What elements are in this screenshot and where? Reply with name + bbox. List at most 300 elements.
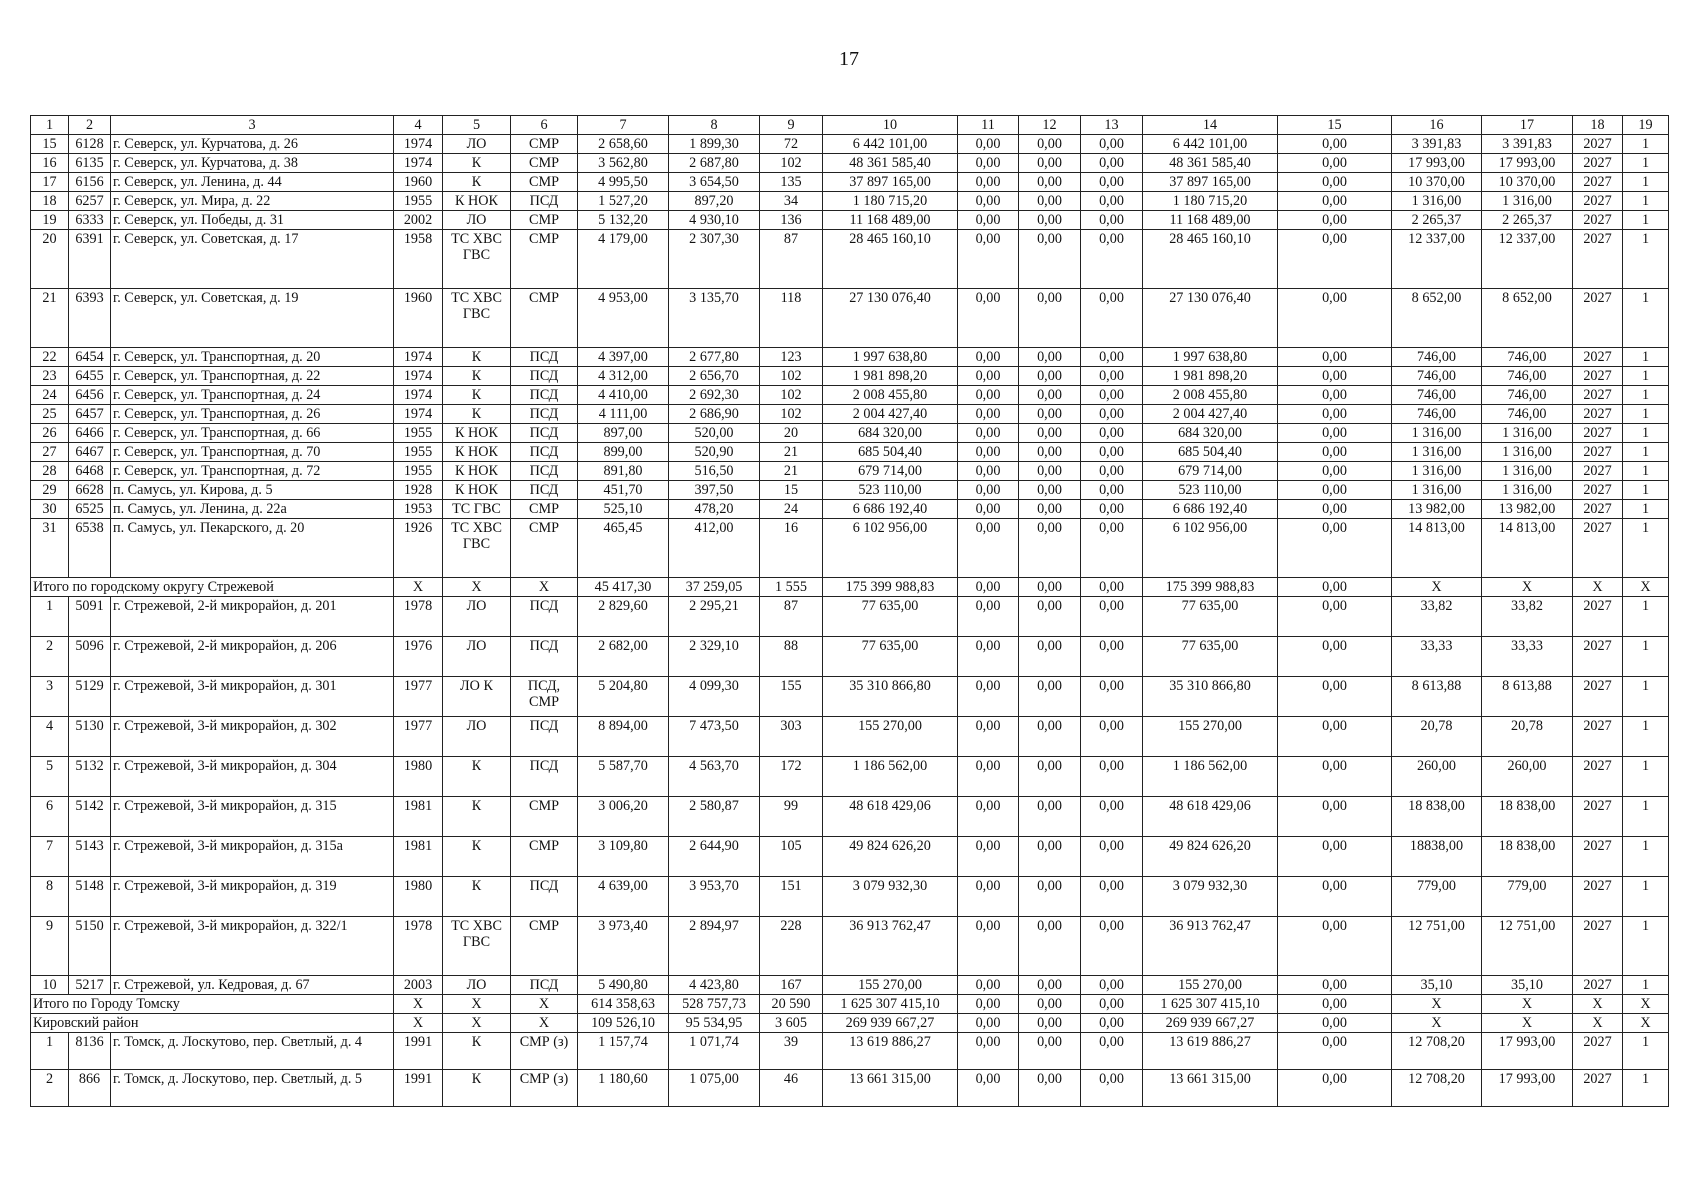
cell-col-19: 1 xyxy=(1623,289,1669,348)
cell-total-area: 3 973,40 xyxy=(578,917,669,976)
cell-cost-14: 49 824 626,20 xyxy=(1143,837,1278,877)
cell-col-19: 1 xyxy=(1623,677,1669,717)
cell-total-cost: 48 618 429,06 xyxy=(823,797,958,837)
cell-col-19: 1 xyxy=(1623,797,1669,837)
cell-living-area: 4 930,10 xyxy=(669,211,760,230)
cell-residents: 105 xyxy=(760,837,823,877)
cell-year-built: 1974 xyxy=(394,405,443,424)
cell-cost-12: 0,00 xyxy=(1019,424,1081,443)
cell-work-stage: СМР xyxy=(511,230,578,289)
cell-plan-year: 2027 xyxy=(1573,1033,1623,1070)
cell-living-area: 2 686,90 xyxy=(669,405,760,424)
cell-house-id: 6128 xyxy=(69,135,111,154)
cell-max-unit-cost: 17 993,00 xyxy=(1482,1033,1573,1070)
cell-total-area: 1 527,20 xyxy=(578,192,669,211)
cell-cost-11: 0,00 xyxy=(958,677,1019,717)
cell-work-stage: СМР xyxy=(511,211,578,230)
summary-cell-total-cost: 175 399 988,83 xyxy=(823,578,958,597)
cell-plan-year: 2027 xyxy=(1573,677,1623,717)
cell-work-stage: СМР xyxy=(511,837,578,877)
cell-address: г. Стрежевой, 3-й микрорайон, д. 315а xyxy=(111,837,394,877)
cell-address: г. Стрежевой, ул. Кедровая, д. 67 xyxy=(111,976,394,995)
cell-residents: 135 xyxy=(760,173,823,192)
cell-house-id: 5143 xyxy=(69,837,111,877)
table-row xyxy=(31,462,1669,481)
cell-cost-13: 0,00 xyxy=(1081,135,1143,154)
summary-cell-plan-year: Х xyxy=(1573,578,1623,597)
cell-cost-14: 35 310 866,80 xyxy=(1143,677,1278,717)
summary-cell-cost-14: 1 625 307 415,10 xyxy=(1143,995,1278,1014)
cell-cost-13: 0,00 xyxy=(1081,597,1143,637)
cell-address: п. Самусь, ул. Кирова, д. 5 xyxy=(111,481,394,500)
summary-cell-col-19: Х xyxy=(1623,995,1669,1014)
cell-cost-13: 0,00 xyxy=(1081,1033,1143,1070)
cell-house-id: 6135 xyxy=(69,154,111,173)
cell-row-no: 4 xyxy=(31,717,69,757)
cell-residents: 172 xyxy=(760,757,823,797)
cell-cost-13: 0,00 xyxy=(1081,443,1143,462)
cell-total-area: 5 490,80 xyxy=(578,976,669,995)
cell-unit-cost: 35,10 xyxy=(1392,976,1482,995)
table-row xyxy=(31,424,1669,443)
cell-work-stage: ПСД xyxy=(511,405,578,424)
column-number-cell: 2 xyxy=(69,116,111,135)
cell-address: г. Томск, д. Лоскутово, пер. Светлый, д. 4 xyxy=(111,1033,394,1070)
cell-work-stage: СМР xyxy=(511,500,578,519)
cell-col-19: 1 xyxy=(1623,500,1669,519)
cell-row-no: 8 xyxy=(31,877,69,917)
cell-living-area: 7 473,50 xyxy=(669,717,760,757)
cell-work-types: К xyxy=(443,405,511,424)
cell-total-cost: 1 180 715,20 xyxy=(823,192,958,211)
cell-total-cost: 3 079 932,30 xyxy=(823,877,958,917)
cell-work-stage: ПСД xyxy=(511,192,578,211)
cell-col-19: 1 xyxy=(1623,192,1669,211)
cell-unit-cost: 779,00 xyxy=(1392,877,1482,917)
cell-plan-year: 2027 xyxy=(1573,976,1623,995)
cell-address: г. Стрежевой, 3-й микрорайон, д. 322/1 xyxy=(111,917,394,976)
cell-plan-year: 2027 xyxy=(1573,154,1623,173)
cell-cost-12: 0,00 xyxy=(1019,367,1081,386)
table-row xyxy=(31,289,1669,348)
cell-year-built: 1978 xyxy=(394,917,443,976)
cell-work-stage: ПСД, СМР xyxy=(511,677,578,717)
cell-row-no: 2 xyxy=(31,1070,69,1107)
cell-unit-cost: 746,00 xyxy=(1392,348,1482,367)
cell-cost-12: 0,00 xyxy=(1019,481,1081,500)
cell-cost-12: 0,00 xyxy=(1019,386,1081,405)
cell-cost-13: 0,00 xyxy=(1081,289,1143,348)
cell-year-built: 1955 xyxy=(394,462,443,481)
column-number-cell: 16 xyxy=(1392,116,1482,135)
cell-col-19: 1 xyxy=(1623,348,1669,367)
cell-cost-15: 0,00 xyxy=(1278,1070,1392,1107)
cell-year-built: 1926 xyxy=(394,519,443,578)
cell-year-built: 1955 xyxy=(394,192,443,211)
cell-total-area: 4 410,00 xyxy=(578,386,669,405)
cell-total-area: 1 157,74 xyxy=(578,1033,669,1070)
cell-address: г. Северск, ул. Транспортная, д. 72 xyxy=(111,462,394,481)
cell-cost-15: 0,00 xyxy=(1278,135,1392,154)
cell-address: г. Северск, ул. Ленина, д. 44 xyxy=(111,173,394,192)
cell-cost-15: 0,00 xyxy=(1278,405,1392,424)
cell-residents: 155 xyxy=(760,677,823,717)
cell-address: г. Северск, ул. Транспортная, д. 66 xyxy=(111,424,394,443)
column-number-cell: 7 xyxy=(578,116,669,135)
cell-max-unit-cost: 33,82 xyxy=(1482,597,1573,637)
cell-house-id: 5091 xyxy=(69,597,111,637)
cell-living-area: 897,20 xyxy=(669,192,760,211)
cell-address: г. Стрежевой, 3-й микрорайон, д. 301 xyxy=(111,677,394,717)
cell-unit-cost: 18838,00 xyxy=(1392,837,1482,877)
summary-label: Итого по городскому округу Стрежевой xyxy=(31,578,394,597)
cell-work-types: ТС ХВС ГВС xyxy=(443,917,511,976)
column-number-cell: 13 xyxy=(1081,116,1143,135)
cell-work-types: ТС ХВС ГВС xyxy=(443,519,511,578)
cell-residents: 102 xyxy=(760,386,823,405)
cell-residents: 87 xyxy=(760,597,823,637)
cell-max-unit-cost: 35,10 xyxy=(1482,976,1573,995)
cell-cost-11: 0,00 xyxy=(958,424,1019,443)
cell-plan-year: 2027 xyxy=(1573,192,1623,211)
cell-row-no: 29 xyxy=(31,481,69,500)
cell-unit-cost: 33,82 xyxy=(1392,597,1482,637)
cell-work-types: К НОК xyxy=(443,443,511,462)
cell-year-built: 1991 xyxy=(394,1033,443,1070)
cell-total-cost: 27 130 076,40 xyxy=(823,289,958,348)
cell-plan-year: 2027 xyxy=(1573,386,1623,405)
cell-cost-11: 0,00 xyxy=(958,637,1019,677)
cell-total-area: 525,10 xyxy=(578,500,669,519)
table-row xyxy=(31,443,1669,462)
summary-cell-total-area: 109 526,10 xyxy=(578,1014,669,1033)
cell-cost-13: 0,00 xyxy=(1081,230,1143,289)
cell-residents: 151 xyxy=(760,877,823,917)
cell-total-area: 899,00 xyxy=(578,443,669,462)
cell-work-stage: СМР xyxy=(511,917,578,976)
cell-house-id: 6455 xyxy=(69,367,111,386)
cell-cost-11: 0,00 xyxy=(958,500,1019,519)
cell-cost-15: 0,00 xyxy=(1278,386,1392,405)
cell-total-cost: 1 981 898,20 xyxy=(823,367,958,386)
summary-row xyxy=(31,1014,1669,1033)
cell-year-built: 1974 xyxy=(394,386,443,405)
cell-cost-12: 0,00 xyxy=(1019,135,1081,154)
cell-max-unit-cost: 3 391,83 xyxy=(1482,135,1573,154)
cell-plan-year: 2027 xyxy=(1573,519,1623,578)
cell-cost-15: 0,00 xyxy=(1278,519,1392,578)
cell-col-19: 1 xyxy=(1623,135,1669,154)
table-row xyxy=(31,500,1669,519)
cell-cost-13: 0,00 xyxy=(1081,1070,1143,1107)
cell-cost-14: 13 661 315,00 xyxy=(1143,1070,1278,1107)
cell-unit-cost: 1 316,00 xyxy=(1392,192,1482,211)
cell-max-unit-cost: 8 652,00 xyxy=(1482,289,1573,348)
column-number-cell: 19 xyxy=(1623,116,1669,135)
cell-cost-12: 0,00 xyxy=(1019,597,1081,637)
summary-cell-work-stage: Х xyxy=(511,578,578,597)
cell-cost-12: 0,00 xyxy=(1019,443,1081,462)
summary-cell-plan-year: Х xyxy=(1573,1014,1623,1033)
cell-house-id: 8136 xyxy=(69,1033,111,1070)
cell-unit-cost: 8 613,88 xyxy=(1392,677,1482,717)
cell-year-built: 1980 xyxy=(394,757,443,797)
cell-cost-15: 0,00 xyxy=(1278,1033,1392,1070)
cell-cost-14: 6 686 192,40 xyxy=(1143,500,1278,519)
cell-total-cost: 684 320,00 xyxy=(823,424,958,443)
cell-col-19: 1 xyxy=(1623,637,1669,677)
cell-unit-cost: 1 316,00 xyxy=(1392,443,1482,462)
column-number-cell: 14 xyxy=(1143,116,1278,135)
cell-living-area: 3 953,70 xyxy=(669,877,760,917)
summary-cell-max-unit-cost: Х xyxy=(1482,578,1573,597)
cell-cost-14: 1 180 715,20 xyxy=(1143,192,1278,211)
cell-cost-11: 0,00 xyxy=(958,481,1019,500)
cell-living-area: 2 692,30 xyxy=(669,386,760,405)
capital-repair-register-table xyxy=(30,115,1669,1107)
summary-cell-cost-11: 0,00 xyxy=(958,995,1019,1014)
cell-row-no: 7 xyxy=(31,837,69,877)
cell-work-stage: СМР xyxy=(511,154,578,173)
cell-cost-14: 6 102 956,00 xyxy=(1143,519,1278,578)
cell-total-area: 4 397,00 xyxy=(578,348,669,367)
cell-cost-15: 0,00 xyxy=(1278,462,1392,481)
cell-cost-13: 0,00 xyxy=(1081,405,1143,424)
column-number-row xyxy=(31,116,1669,135)
column-number-cell: 8 xyxy=(669,116,760,135)
cell-cost-14: 36 913 762,47 xyxy=(1143,917,1278,976)
cell-cost-11: 0,00 xyxy=(958,192,1019,211)
cell-residents: 118 xyxy=(760,289,823,348)
cell-total-area: 3 109,80 xyxy=(578,837,669,877)
cell-work-types: К НОК xyxy=(443,462,511,481)
cell-unit-cost: 12 708,20 xyxy=(1392,1070,1482,1107)
cell-plan-year: 2027 xyxy=(1573,481,1623,500)
cell-cost-15: 0,00 xyxy=(1278,154,1392,173)
cell-cost-12: 0,00 xyxy=(1019,230,1081,289)
cell-cost-14: 77 635,00 xyxy=(1143,597,1278,637)
cell-cost-12: 0,00 xyxy=(1019,917,1081,976)
summary-cell-cost-15: 0,00 xyxy=(1278,1014,1392,1033)
cell-address: г. Стрежевой, 3-й микрорайон, д. 304 xyxy=(111,757,394,797)
cell-cost-11: 0,00 xyxy=(958,837,1019,877)
cell-total-cost: 6 686 192,40 xyxy=(823,500,958,519)
summary-cell-max-unit-cost: Х xyxy=(1482,1014,1573,1033)
cell-max-unit-cost: 17 993,00 xyxy=(1482,1070,1573,1107)
cell-house-id: 6457 xyxy=(69,405,111,424)
cell-plan-year: 2027 xyxy=(1573,348,1623,367)
summary-cell-cost-11: 0,00 xyxy=(958,578,1019,597)
cell-cost-11: 0,00 xyxy=(958,173,1019,192)
cell-row-no: 25 xyxy=(31,405,69,424)
cell-house-id: 5148 xyxy=(69,877,111,917)
cell-cost-13: 0,00 xyxy=(1081,211,1143,230)
cell-unit-cost: 12 337,00 xyxy=(1392,230,1482,289)
cell-cost-13: 0,00 xyxy=(1081,173,1143,192)
cell-cost-15: 0,00 xyxy=(1278,757,1392,797)
cell-residents: 21 xyxy=(760,443,823,462)
table-row xyxy=(31,637,1669,677)
cell-max-unit-cost: 18 838,00 xyxy=(1482,797,1573,837)
cell-work-types: К xyxy=(443,367,511,386)
cell-col-19: 1 xyxy=(1623,211,1669,230)
cell-plan-year: 2027 xyxy=(1573,211,1623,230)
cell-cost-14: 48 361 585,40 xyxy=(1143,154,1278,173)
cell-living-area: 2 329,10 xyxy=(669,637,760,677)
cell-house-id: 6525 xyxy=(69,500,111,519)
cell-work-types: ЛО xyxy=(443,717,511,757)
summary-cell-residents: 3 605 xyxy=(760,1014,823,1033)
cell-year-built: 1981 xyxy=(394,837,443,877)
cell-cost-11: 0,00 xyxy=(958,405,1019,424)
cell-residents: 72 xyxy=(760,135,823,154)
cell-work-stage: СМР (з) xyxy=(511,1070,578,1107)
cell-cost-15: 0,00 xyxy=(1278,797,1392,837)
cell-work-stage: ПСД xyxy=(511,757,578,797)
cell-cost-15: 0,00 xyxy=(1278,230,1392,289)
summary-cell-year-built: Х xyxy=(394,1014,443,1033)
cell-plan-year: 2027 xyxy=(1573,367,1623,386)
cell-work-types: ЛО К xyxy=(443,677,511,717)
table-row xyxy=(31,917,1669,976)
cell-cost-12: 0,00 xyxy=(1019,1033,1081,1070)
cell-work-stage: СМР xyxy=(511,289,578,348)
table-row xyxy=(31,519,1669,578)
cell-total-area: 4 111,00 xyxy=(578,405,669,424)
cell-max-unit-cost: 20,78 xyxy=(1482,717,1573,757)
cell-work-types: К xyxy=(443,348,511,367)
cell-cost-15: 0,00 xyxy=(1278,677,1392,717)
cell-unit-cost: 10 370,00 xyxy=(1392,173,1482,192)
cell-cost-14: 523 110,00 xyxy=(1143,481,1278,500)
summary-cell-cost-15: 0,00 xyxy=(1278,995,1392,1014)
cell-address: г. Стрежевой, 3-й микрорайон, д. 302 xyxy=(111,717,394,757)
cell-unit-cost: 18 838,00 xyxy=(1392,797,1482,837)
cell-total-area: 2 682,00 xyxy=(578,637,669,677)
cell-row-no: 1 xyxy=(31,1033,69,1070)
cell-living-area: 520,00 xyxy=(669,424,760,443)
cell-living-area: 2 677,80 xyxy=(669,348,760,367)
cell-house-id: 6467 xyxy=(69,443,111,462)
cell-living-area: 478,20 xyxy=(669,500,760,519)
column-number-cell: 3 xyxy=(111,116,394,135)
cell-col-19: 1 xyxy=(1623,462,1669,481)
cell-address: г. Северск, ул. Транспортная, д. 20 xyxy=(111,348,394,367)
cell-cost-11: 0,00 xyxy=(958,135,1019,154)
column-number-cell: 9 xyxy=(760,116,823,135)
column-number-cell: 15 xyxy=(1278,116,1392,135)
cell-col-19: 1 xyxy=(1623,717,1669,757)
summary-cell-unit-cost: Х xyxy=(1392,1014,1482,1033)
cell-col-19: 1 xyxy=(1623,481,1669,500)
summary-cell-col-19: Х xyxy=(1623,1014,1669,1033)
cell-cost-14: 679 714,00 xyxy=(1143,462,1278,481)
summary-cell-plan-year: Х xyxy=(1573,995,1623,1014)
cell-row-no: 9 xyxy=(31,917,69,976)
cell-max-unit-cost: 10 370,00 xyxy=(1482,173,1573,192)
cell-cost-13: 0,00 xyxy=(1081,462,1143,481)
cell-cost-12: 0,00 xyxy=(1019,877,1081,917)
cell-living-area: 2 580,87 xyxy=(669,797,760,837)
cell-max-unit-cost: 746,00 xyxy=(1482,348,1573,367)
cell-max-unit-cost: 779,00 xyxy=(1482,877,1573,917)
cell-living-area: 2 894,97 xyxy=(669,917,760,976)
cell-cost-15: 0,00 xyxy=(1278,877,1392,917)
cell-total-area: 897,00 xyxy=(578,424,669,443)
cell-living-area: 1 899,30 xyxy=(669,135,760,154)
column-number-cell: 1 xyxy=(31,116,69,135)
cell-col-19: 1 xyxy=(1623,173,1669,192)
cell-cost-13: 0,00 xyxy=(1081,717,1143,757)
cell-cost-14: 6 442 101,00 xyxy=(1143,135,1278,154)
summary-cell-residents: 20 590 xyxy=(760,995,823,1014)
summary-cell-cost-14: 269 939 667,27 xyxy=(1143,1014,1278,1033)
cell-address: г. Северск, ул. Курчатова, д. 38 xyxy=(111,154,394,173)
cell-max-unit-cost: 1 316,00 xyxy=(1482,424,1573,443)
cell-cost-11: 0,00 xyxy=(958,289,1019,348)
cell-living-area: 2 687,80 xyxy=(669,154,760,173)
cell-cost-11: 0,00 xyxy=(958,757,1019,797)
table-row xyxy=(31,135,1669,154)
cell-col-19: 1 xyxy=(1623,837,1669,877)
cell-cost-13: 0,00 xyxy=(1081,976,1143,995)
cell-plan-year: 2027 xyxy=(1573,637,1623,677)
cell-plan-year: 2027 xyxy=(1573,289,1623,348)
cell-house-id: 5150 xyxy=(69,917,111,976)
cell-row-no: 5 xyxy=(31,757,69,797)
cell-total-area: 2 829,60 xyxy=(578,597,669,637)
cell-cost-15: 0,00 xyxy=(1278,367,1392,386)
cell-total-cost: 685 504,40 xyxy=(823,443,958,462)
cell-cost-15: 0,00 xyxy=(1278,424,1392,443)
cell-plan-year: 2027 xyxy=(1573,230,1623,289)
cell-total-cost: 155 270,00 xyxy=(823,976,958,995)
table-row xyxy=(31,154,1669,173)
table-row xyxy=(31,173,1669,192)
cell-residents: 167 xyxy=(760,976,823,995)
cell-address: г. Стрежевой, 2-й микрорайон, д. 206 xyxy=(111,637,394,677)
cell-plan-year: 2027 xyxy=(1573,173,1623,192)
cell-cost-12: 0,00 xyxy=(1019,519,1081,578)
cell-cost-11: 0,00 xyxy=(958,443,1019,462)
cell-year-built: 1958 xyxy=(394,230,443,289)
cell-plan-year: 2027 xyxy=(1573,757,1623,797)
cell-cost-12: 0,00 xyxy=(1019,289,1081,348)
cell-cost-14: 155 270,00 xyxy=(1143,717,1278,757)
cell-residents: 16 xyxy=(760,519,823,578)
cell-total-cost: 77 635,00 xyxy=(823,597,958,637)
cell-total-area: 1 180,60 xyxy=(578,1070,669,1107)
cell-total-area: 5 204,80 xyxy=(578,677,669,717)
cell-total-cost: 2 004 427,40 xyxy=(823,405,958,424)
cell-unit-cost: 1 316,00 xyxy=(1392,462,1482,481)
cell-residents: 102 xyxy=(760,405,823,424)
cell-house-id: 5130 xyxy=(69,717,111,757)
summary-cell-cost-13: 0,00 xyxy=(1081,1014,1143,1033)
summary-cell-cost-13: 0,00 xyxy=(1081,995,1143,1014)
cell-max-unit-cost: 260,00 xyxy=(1482,757,1573,797)
cell-work-stage: ПСД xyxy=(511,424,578,443)
cell-row-no: 30 xyxy=(31,500,69,519)
cell-work-types: К xyxy=(443,386,511,405)
column-number-cell: 18 xyxy=(1573,116,1623,135)
cell-cost-12: 0,00 xyxy=(1019,462,1081,481)
cell-total-cost: 49 824 626,20 xyxy=(823,837,958,877)
table-row xyxy=(31,192,1669,211)
cell-work-types: К НОК xyxy=(443,192,511,211)
cell-work-stage: ПСД xyxy=(511,367,578,386)
cell-unit-cost: 3 391,83 xyxy=(1392,135,1482,154)
